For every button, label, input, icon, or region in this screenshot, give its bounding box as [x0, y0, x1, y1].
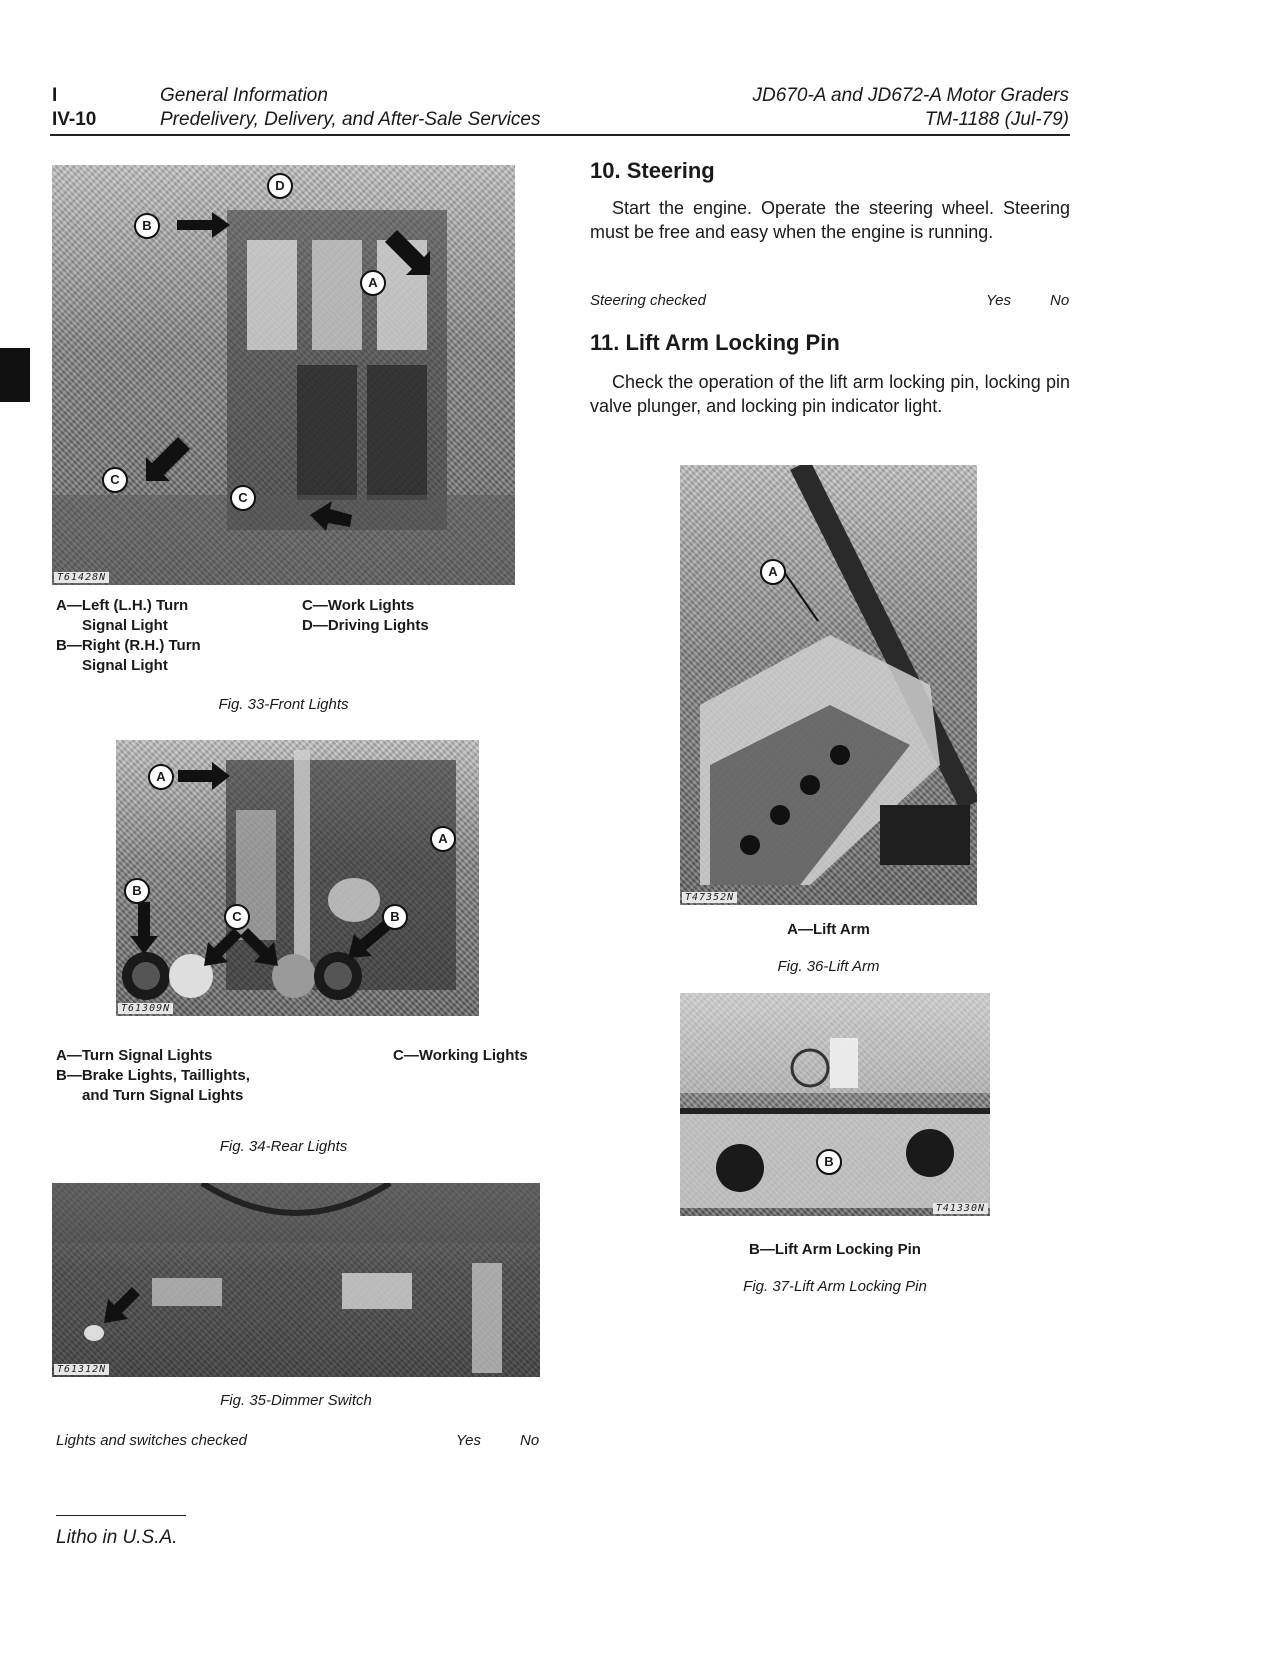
fig34-legend-right	[393, 1046, 528, 1066]
photo-id: T41330N	[933, 1203, 988, 1214]
callout-b: B	[816, 1149, 842, 1175]
legend-item: and Turn Signal Lights	[82, 1087, 244, 1104]
lift-arm-pin-text: Check the operation of the lift arm locking pin, locking pin valve plunger, and locking pin indicator light.	[590, 372, 1070, 416]
legend-item: Signal Light	[82, 657, 168, 674]
front-lights-photo	[52, 165, 515, 585]
photo-id: T61428N	[54, 572, 109, 583]
rear-lights-photo	[116, 740, 479, 1016]
legend-item: B—Right (R.H.) Turn	[56, 637, 201, 654]
header-model: JD670-A and JD672-A Motor Graders	[752, 85, 1069, 106]
lift-arm-photo	[680, 465, 977, 905]
dimmer-switch-photo	[52, 1183, 540, 1377]
figure-caption: Fig. 37-Lift Arm Locking Pin	[743, 1278, 927, 1295]
legend-item: A—Turn Signal Lights	[56, 1047, 213, 1064]
header-title: General Information	[160, 85, 328, 106]
callout-a: A	[360, 270, 386, 296]
fig33-legend-left	[56, 596, 201, 676]
legend-item: Signal Light	[82, 617, 168, 634]
steering-heading: 10. Steering	[590, 158, 715, 183]
header-manual-id: TM-1188 (Jul-79)	[924, 109, 1069, 130]
lift-arm-locking-pin-photo	[680, 993, 990, 1216]
figure-caption: Fig. 36-Lift Arm	[777, 958, 880, 975]
steering-checked-no[interactable]: No	[1050, 292, 1070, 309]
steering-checked-label: Steering checked	[590, 292, 706, 309]
callout-a: A	[148, 764, 174, 790]
callout-c: C	[230, 485, 256, 511]
callout-c: C	[102, 467, 128, 493]
fig36-legend: A—Lift Arm	[787, 921, 870, 938]
callout-b: B	[134, 213, 160, 239]
photo-id: T61312N	[54, 1364, 109, 1375]
header-subtitle: Predelivery, Delivery, and After-Sale Services	[160, 109, 541, 130]
photo-id: T61309N	[118, 1003, 173, 1014]
lift-arm-locking-pin-illustration	[680, 993, 990, 1216]
dimmer-switch-illustration	[52, 1183, 540, 1377]
header-rule	[50, 134, 1070, 136]
legend-item: D—Driving Lights	[302, 617, 429, 634]
section-roman: I	[52, 85, 58, 106]
section-tab-marker	[0, 348, 30, 402]
footer-note: Litho in U.S.A.	[56, 1527, 178, 1548]
callout-b: B	[382, 904, 408, 930]
callout-a: A	[430, 826, 456, 852]
lights-checked-no[interactable]: No	[520, 1432, 540, 1449]
lift-arm-illustration	[680, 465, 977, 905]
callout-c: C	[224, 904, 250, 930]
figure-caption: Fig. 34-Rear Lights	[219, 1138, 348, 1155]
legend-item: A—Left (L.H.) Turn	[56, 597, 189, 614]
legend-item: C—Working Lights	[393, 1047, 528, 1064]
lift-arm-pin-heading: 11. Lift Arm Locking Pin	[590, 330, 840, 355]
callout-d: D	[267, 173, 293, 199]
callout-b: B	[124, 878, 150, 904]
steering-checked-yes[interactable]: Yes	[986, 292, 1012, 309]
figure-caption: Fig. 35-Dimmer Switch	[220, 1392, 372, 1409]
legend-item: C—Work Lights	[302, 597, 415, 614]
lights-checked-label: Lights and switches checked	[56, 1432, 247, 1449]
figure-caption: Fig. 33-Front Lights	[218, 696, 349, 713]
fig37-legend: B—Lift Arm Locking Pin	[749, 1241, 921, 1258]
fig33-legend-right	[302, 596, 429, 636]
fig34-legend-left	[56, 1046, 250, 1106]
front-lights-illustration	[52, 165, 515, 585]
steering-text: Start the engine. Operate the steering wheel. Steering must be free and easy when the engine is running.	[590, 198, 1070, 242]
footer-rule	[56, 1515, 186, 1516]
legend-item: B—Brake Lights, Taillights,	[56, 1067, 250, 1084]
page-number: IV-10	[52, 109, 97, 130]
lights-checked-yes[interactable]: Yes	[456, 1432, 482, 1449]
callout-a: A	[760, 559, 786, 585]
photo-id: T47352N	[682, 892, 737, 903]
